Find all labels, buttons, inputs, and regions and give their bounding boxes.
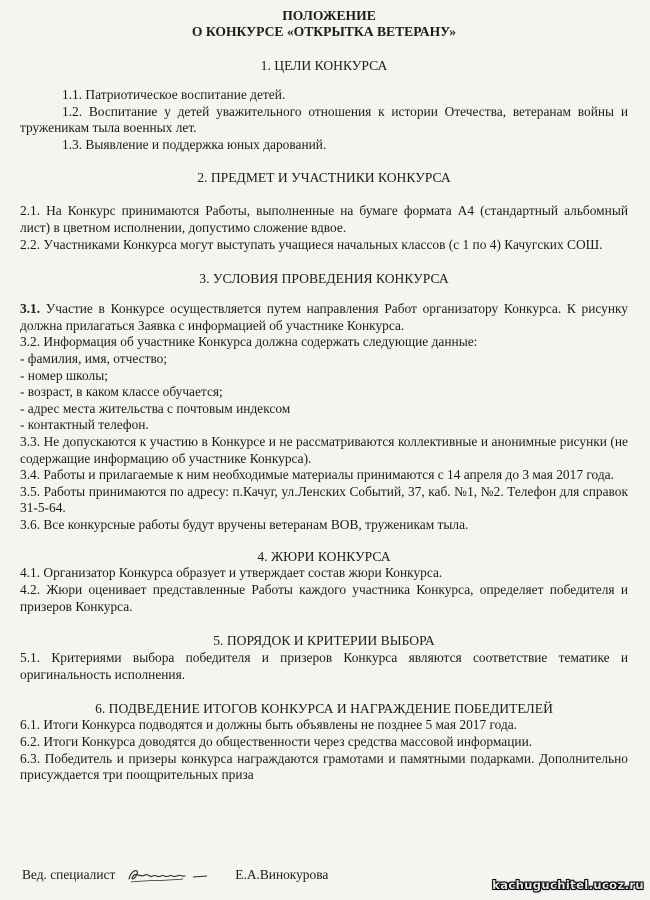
item-4-2 [20,582,628,615]
item-6-2: 6.2. Итоги Конкурса доводятся до общественности через средства массовой информации. [20,734,533,750]
item-3-2: 3.2. Информация об участнике Конкурса должна содержать следующие данные: [20,334,478,350]
list-item-fio: - фамилия, имя, отчество; [20,350,168,366]
section-5-body [20,650,628,683]
list-item-phone: - контактный телефон. [20,417,149,433]
section-4-body [20,565,628,615]
item-6-3: 6.3. Победитель и призеры конкурса награждаются грамотами и памятными подарками. Дополнительно присуждается три поощрительных приза [20,750,628,783]
section-2-body [20,203,628,253]
item-1-2: 1.2. Воспитание у детей уважительного отношения к истории Отечества, ветеранам войны и труженикам тыла военных лет. [20,103,628,136]
item-3-5: 3.5. Работы принимаются по адресу: п.Качуг, ул.Ленских Событий, 37, каб. №1, №2. Телефон для справок 31-5-64. [20,483,628,516]
item-3-6: 3.6. Все конкурсные работы будут вручены ветеранам ВОВ, труженикам тыла. [20,516,469,532]
item-4-1: 4.1. Организатор Конкурса образует и утверждает состав жюри Конкурса. [20,565,443,581]
list-item-age: - возраст, в каком классе обучается; [20,384,223,400]
document-title: ПОЛОЖЕНИЕ [282,8,376,23]
item-6-1: 6.1. Итоги Конкурса подводятся и должны быть объявлены не позднее 5 мая 2017 года. [20,717,518,733]
section-4-heading: 4. ЖЮРИ КОНКУРСА [257,549,391,565]
item-3-4: 3.4. Работы и прилагаемые к ним необходимые материалы принимаются с 14 апреля до 3 мая 2017 года. [20,467,614,483]
site-watermark: kachuguchitel.ucoz.ru [492,878,644,892]
item-1-3: 1.3. Выявление и поддержка юных дарований. [62,136,327,152]
signature-block [22,864,328,886]
section-3-heading: 3. УСЛОВИЯ ПРОВЕДЕНИЯ КОНКУРСА [199,271,449,287]
item-2-1: 2.1. На Конкурс принимаются Работы, выполненные на бумаге формата А4 (стандартный альбомный лист) в цветном исполнении, допустимо сложение вдвое. [20,203,628,235]
list-item-address: - адрес места жительства с почтовым индексом [20,400,291,416]
section-6-body [20,717,628,783]
section-1-heading: 1. ЦЕЛИ КОНКУРСА [260,58,388,73]
section-2-heading: 2. ПРЕДМЕТ И УЧАСТНИКИ КОНКУРСА [197,170,451,186]
signer-name: Е.А.Винокурова [235,867,329,882]
list-item-school: - номер школы; [20,367,108,383]
section-3-body [20,301,628,533]
item-1-1: 1.1. Патриотическое воспитание детей. [62,87,286,102]
item-5-1: 5.1. Критериями выбора победителя и призеров Конкурса являются соответствие тематике и оригинальность исполнения. [20,650,628,682]
item-3-1-number: 3.1. [20,301,41,317]
item-3-1 [20,301,628,334]
item-3-3: 3.3. Не допускаются к участию в Конкурсе и не рассматриваются коллективные и анонимные рисунки (не содержащие информацию об участнике Конкурса). [20,433,628,466]
item-2-2: 2.2. Участниками Конкурса могут выступать учащиеся начальных классов (с 1 по 4) Качугских СОШ. [20,236,603,252]
handwritten-signature-icon [125,864,215,886]
document-subtitle: О КОНКУРСЕ «ОТКРЫТКА ВЕТЕРАНУ» [191,24,457,39]
item-3-1-text: Участие в Конкурсе осуществляется путем направления Работ организатору Конкурса. К рисунку должна прилагаться Заявка с информацией об участнике Конкурса. [20,301,628,333]
section-6-heading: 6. ПОДВЕДЕНИЕ ИТОГОВ КОНКУРСА И НАГРАЖДЕНИЕ ПОБЕДИТЕЛЕЙ [95,701,553,717]
section-1-body [20,87,628,153]
item-4-2-number: 4.2. [20,582,41,598]
section-5-heading: 5. ПОРЯДОК И КРИТЕРИИ ВЫБОРА [213,633,435,649]
item-4-2-text: Жюри оценивает представленные Работы каждого участника Конкурса, определяет победителя и призеров Конкурса. [20,582,628,614]
signer-position: Вед. специалист [22,867,116,882]
